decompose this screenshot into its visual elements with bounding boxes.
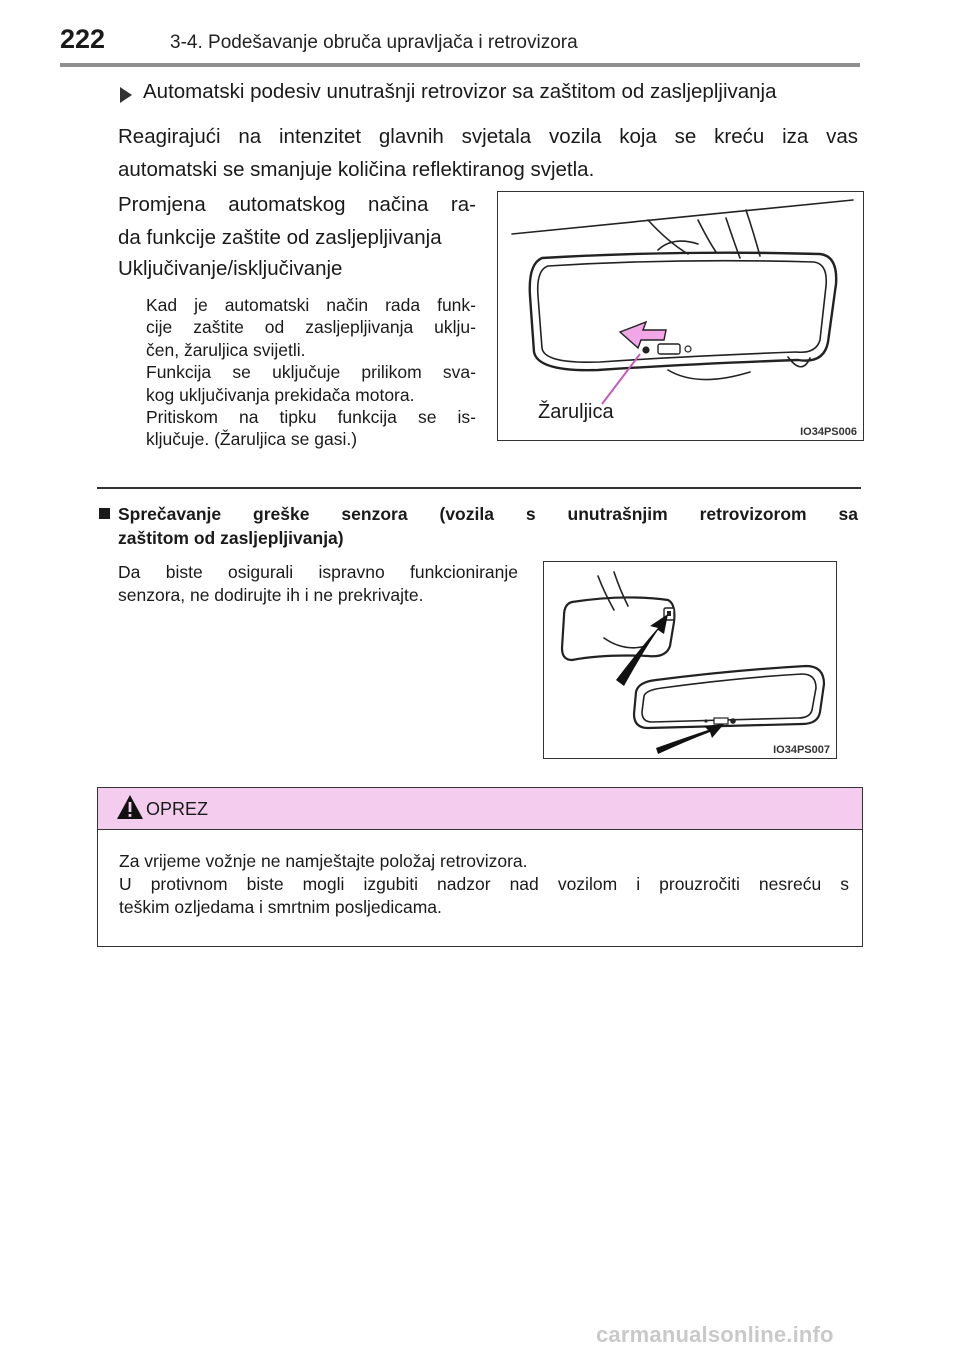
sensor-description xyxy=(118,561,518,607)
change-mode-heading-line-1: Promjena automatskog načina ra- xyxy=(118,193,476,216)
intro-paragraph-line-1: Reagirajući na intenzitet glavnih svjetala vozila koja se kreću iza vas xyxy=(118,125,858,148)
caution-header xyxy=(98,788,862,830)
desc-line: Da biste osigurali ispravno funkcioniranje xyxy=(118,562,518,582)
intro-paragraph-line-2: automatski se smanjuje količina reflektiranog svjetla. xyxy=(118,158,595,181)
desc-line: čen, žaruljica svijetli. xyxy=(146,339,306,360)
caution-line: teškim ozljedama i smrtnim posljedicama. xyxy=(119,897,442,917)
section-title: 3-4. Podešavanje obruča upravljača i retrovizora xyxy=(170,32,578,53)
caution-label: OPREZ xyxy=(146,799,209,819)
figure-code: IO34PS007 xyxy=(773,744,830,756)
mirror-indicator-figure xyxy=(497,191,864,441)
desc-line: senzora, ne dodirujte ih i ne prekrivajte. xyxy=(118,585,424,605)
heading-line: Sprečavanje greške senzora (vozila s unutrašnjim retrovizorom sa xyxy=(118,504,858,524)
figure-code: IO34PS006 xyxy=(800,426,857,438)
indicator-label: Žaruljica xyxy=(538,401,614,423)
caution-line: U protivnom biste mogli izgubiti nadzor nad vozilom i prouzročiti nesreću s xyxy=(119,874,849,894)
desc-line: cije zaštite od zasljepljivanja uklju- xyxy=(146,317,476,338)
square-bullet-icon xyxy=(99,508,110,519)
heading-line: zaštitom od zasljepljivanja) xyxy=(118,528,344,548)
mirror-sensors-illustration xyxy=(544,562,836,758)
header-rule xyxy=(60,63,860,67)
subsection-heading: Automatski podesiv unutrašnji retrovizor sa zaštitom od zasljepljivanja xyxy=(143,80,777,103)
toggle-heading: Uključivanje/isključivanje xyxy=(118,257,343,280)
sensor-section-heading xyxy=(118,502,858,550)
warning-triangle-icon xyxy=(116,794,144,820)
page-number: 222 xyxy=(60,24,106,54)
indicator-button-icon xyxy=(642,344,691,354)
pointer-arrow-icon xyxy=(616,614,668,686)
mirror-sensor-figure xyxy=(543,561,837,759)
arrow-bullet-icon xyxy=(120,87,132,103)
caution-text xyxy=(119,850,849,919)
desc-line: ključuje. (Žaruljica se gasi.) xyxy=(146,429,358,450)
section-divider xyxy=(97,487,861,489)
desc-line: Pritiskom na tipku funkcija se is- xyxy=(146,407,476,428)
watermark: carmanualsonline.info xyxy=(596,1322,834,1347)
caution-box xyxy=(97,787,863,947)
toggle-description xyxy=(146,294,476,451)
desc-line: Funkcija se uključuje prilikom sva- xyxy=(146,362,476,383)
desc-line: kog uključivanja prekidača motora. xyxy=(146,384,415,405)
caution-line: Za vrijeme vožnje ne namještajte položaj retrovizora. xyxy=(119,851,528,871)
desc-line: Kad je automatski način rada funk- xyxy=(146,295,476,315)
change-mode-heading-line-2: da funkcije zaštite od zasljepljivanja xyxy=(118,226,442,249)
